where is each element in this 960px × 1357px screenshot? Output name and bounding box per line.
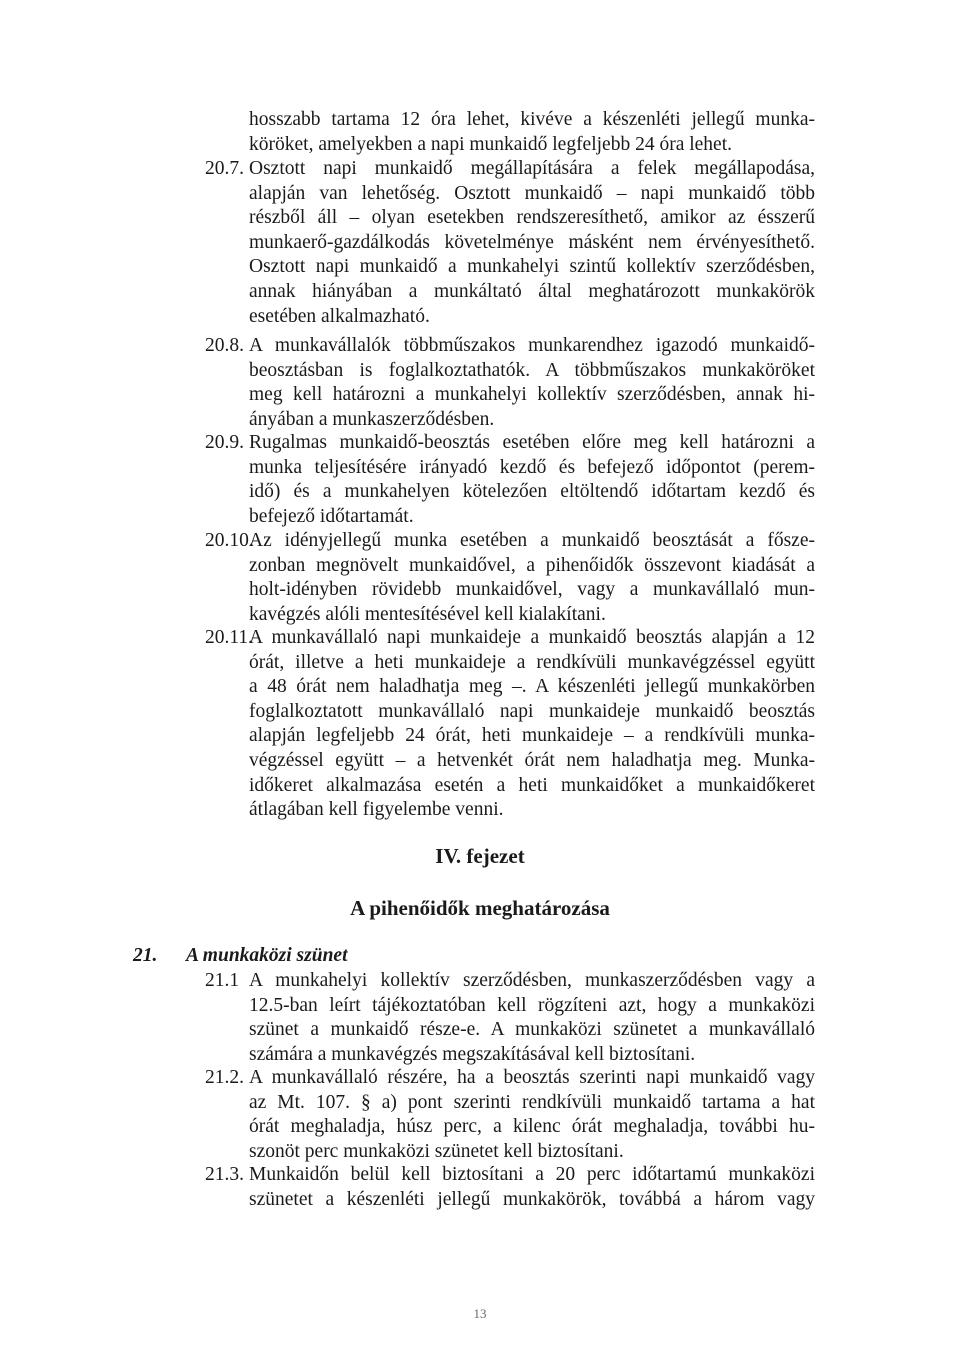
- text-line: szonöt perc munkaközi szünetet kell biztosítani.: [249, 1140, 624, 1162]
- paragraph-number: 20.9.: [205, 432, 244, 453]
- text-line: számára a munkavégzés megszakításával kell biztosítani.: [249, 1043, 696, 1065]
- paragraph-number: 20.8.: [205, 335, 244, 356]
- paragraph-number: 20.7.: [205, 158, 244, 179]
- text-line: annak hiányában a munkáltató által meghatározott munkakörök: [249, 280, 815, 302]
- text-line: átlagában kell figyelembe venni.: [249, 799, 504, 821]
- text-line: köröket, amelyekben a napi munkaidő legfeljebb 24 óra lehet.: [249, 133, 732, 155]
- text-line: foglalkoztatott munkavállaló napi munkaideje munkaidő beosztás: [249, 700, 815, 722]
- text-line: órát meghaladja, húsz perc, a kilenc órát meghaladja, további hu-: [249, 1116, 815, 1138]
- text-line: idő) és a munkahelyen kötelezően eltöltendő időtartam kezdő és: [249, 481, 815, 503]
- chapter-number: IV. fejezet: [435, 844, 525, 868]
- paragraph-number: 20.10.: [205, 530, 254, 551]
- text-line: hosszabb tartama 12 óra lehet, kivéve a készenléti jellegű munka-: [249, 109, 815, 130]
- paragraph-number: 20.11.: [205, 627, 254, 648]
- text-line: Osztott napi munkaidő megállapítására a felek megállapodása,: [249, 158, 815, 179]
- text-line: munka teljesítésére irányadó kezdő és befejező időpontot (perem-: [249, 456, 815, 478]
- chapter-title: A pihenőidők meghatározása: [350, 896, 610, 920]
- text-line: Osztott napi munkaidő a munkahelyi szintű kollektív szerződésben,: [249, 256, 815, 278]
- text-line: holt-idényben rövidebb munkaidővel, vagy a munkavállaló mun-: [249, 579, 815, 601]
- paragraph-number: 21.1: [205, 970, 240, 991]
- text-line: munkaerő-gazdálkodás követelménye másként nem érvényesíthető.: [249, 231, 815, 253]
- text-line: A munkavállaló napi munkaideje a munkaidő beosztás alapján a 12: [249, 627, 815, 648]
- text-line: alapján legfeljebb 24 órát, heti munkaideje – a rendkívüli munka-: [249, 725, 815, 747]
- paragraph-number: 21.3.: [205, 1164, 244, 1185]
- text-line: ányában a munkaszerződésben.: [249, 408, 495, 430]
- text-line: kavégzés alóli mentesítésével kell kialakítani.: [249, 603, 606, 625]
- text-line: végzéssel együtt – a hetvenkét órát nem haladhatja meg. Munka-: [249, 749, 815, 771]
- text-line: Rugalmas munkaidő-beosztás esetében előre meg kell határozni a: [249, 432, 815, 453]
- text-line: időkeret alkalmazása esetén a heti munkaidőket a munkaidőkeret: [249, 774, 815, 796]
- text-line: befejező időtartamát.: [249, 505, 414, 527]
- text-line: A munkavállaló részére, ha a beosztás szerinti napi munkaidő vagy: [249, 1067, 815, 1088]
- text-line: 12.5-ban leírt tájékoztatóban kell rögzíteni azt, hogy a munkaközi: [249, 994, 815, 1016]
- text-line: szünet a munkaidő része-e. A munkaközi szünetet a munkavállaló: [249, 1019, 815, 1041]
- text-line: Az idényjellegű munka esetében a munkaidő beosztását a fősze-: [249, 530, 815, 551]
- text-line: A munkavállalók többműszakos munkarendhez igazodó munkaidő-: [249, 335, 815, 356]
- text-line: meg kell határozni a munkahelyi kollektív szerződésben, annak hi-: [249, 384, 815, 406]
- section-title: A munkaközi szünet: [186, 945, 348, 966]
- text-line: részből áll – olyan esetekben rendszeresíthető, amikor az ésszerű: [249, 207, 815, 229]
- text-line: beosztásban is foglalkoztathatók. A többműszakos munkaköröket: [249, 359, 815, 381]
- text-line: alapján van lehetőség. Osztott munkaidő – napi munkaidő több: [249, 182, 815, 204]
- paragraph-number: 21.2.: [205, 1067, 244, 1088]
- text-line: a 48 órát nem haladhatja meg –. A készenléti jellegű munkakörben: [249, 676, 815, 698]
- text-line: órát, illetve a heti munkaideje a rendkívüli munkavégzéssel együtt: [249, 651, 815, 673]
- section-number: 21.: [133, 945, 158, 966]
- text-line: zonban megnövelt munkaidővel, a pihenőidők összevont kiadását a: [249, 554, 815, 576]
- text-line: Munkaidőn belül kell biztosítani a 20 perc időtartamú munkaközi: [249, 1164, 815, 1185]
- text-line: az Mt. 107. § a) pont szerinti rendkívüli munkaidő tartama a hat: [249, 1091, 815, 1113]
- text-line: szünetet a készenléti jellegű munkakörök, továbbá a három vagy: [249, 1188, 815, 1210]
- page-number: 13: [473, 1306, 487, 1321]
- text-line: esetében alkalmazható.: [249, 305, 430, 327]
- text-line: A munkahelyi kollektív szerződésben, munkaszerződésben vagy a: [249, 970, 815, 991]
